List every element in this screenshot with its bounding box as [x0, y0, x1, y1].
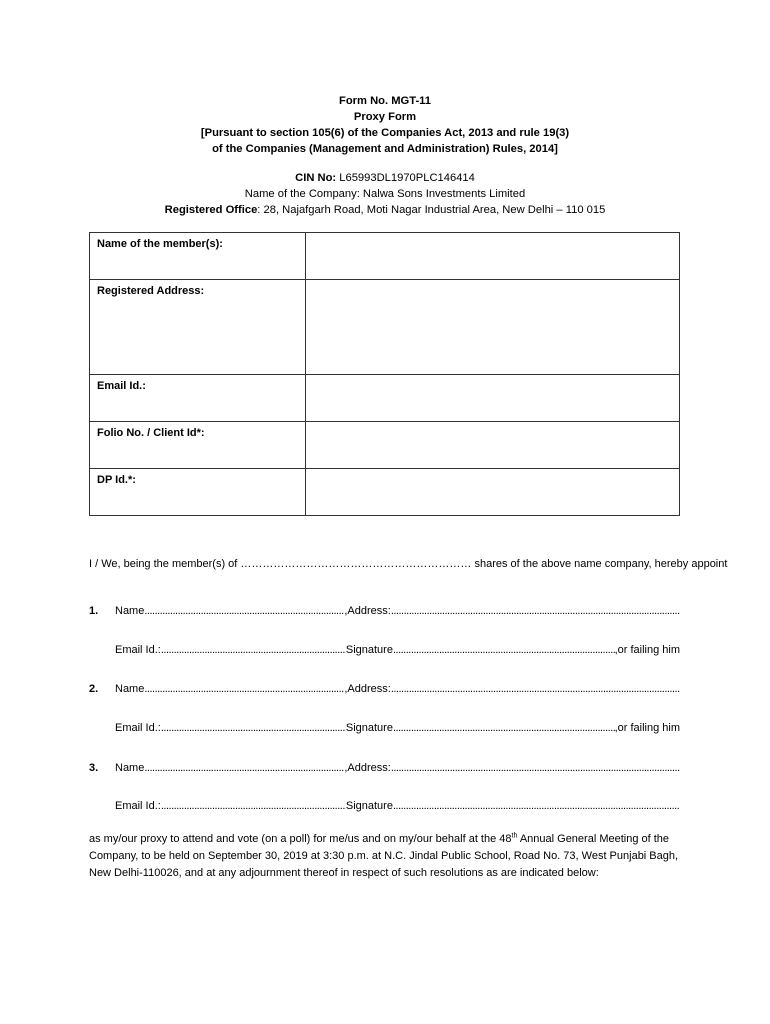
proxy-email-blank[interactable]: [161, 644, 346, 656]
proxy-address-blank[interactable]: [391, 605, 680, 617]
proxy-email-blank[interactable]: [161, 800, 346, 812]
email-field[interactable]: [306, 375, 680, 422]
proxy-failing-suffix: ,or failing him: [614, 644, 680, 656]
proxy-address-label: ,Address:: [344, 762, 391, 774]
proxy-address-blank[interactable]: [391, 683, 680, 695]
proxy-name-blank[interactable]: [144, 683, 344, 695]
office-label: Registered Office: [164, 204, 258, 216]
proxy-2-email-signature-line[interactable]: [115, 722, 680, 734]
proxy-signature-label: Signature: [345, 644, 393, 656]
form-title: Proxy Form: [353, 111, 417, 123]
registered-address-label: Registered Address:: [90, 280, 306, 375]
proxy-signature-blank[interactable]: [393, 800, 680, 812]
folio-client-id-field[interactable]: [306, 422, 680, 469]
proxy-1-email-signature-line[interactable]: [115, 644, 680, 656]
proxy-email-label: Email Id.:: [115, 800, 161, 812]
proxy-signature-blank[interactable]: [393, 644, 615, 656]
cin-line: [0, 170, 770, 186]
member-details-table: [89, 232, 680, 516]
pursuant-line-1: [Pursuant to section 105(6) of the Companies Act, 2013 and rule 19(3): [200, 127, 570, 139]
registered-address-field[interactable]: [306, 280, 680, 375]
proxy-3-number: 3.: [89, 762, 99, 774]
email-label: Email Id.:: [90, 375, 306, 422]
office-value: : 28, Najafgarh Road, Moti Nagar Industrial Area, New Delhi – 110 015: [257, 204, 606, 216]
table-row: [90, 469, 680, 516]
table-row: [90, 280, 680, 375]
proxy-signature-label: Signature: [345, 722, 393, 734]
proxy-name-label: Name: [115, 762, 145, 774]
proxy-address-label: ,Address:: [344, 605, 391, 617]
proxy-1-name-address-line[interactable]: [115, 605, 680, 617]
cin-value: L65993DL1970PLC146414: [339, 172, 475, 184]
dp-id-field[interactable]: [306, 469, 680, 516]
proxy-email-label: Email Id.:: [115, 722, 161, 734]
table-row: [90, 375, 680, 422]
proxy-email-label: Email Id.:: [115, 644, 161, 656]
cin-label: CIN No:: [295, 172, 337, 184]
proxy-name-label: Name: [115, 605, 145, 617]
proxy-3-name-address-line[interactable]: [115, 762, 680, 774]
proxy-1-number: 1.: [89, 605, 99, 617]
proxy-failing-suffix: ,or failing him: [614, 722, 680, 734]
ordinal-suffix: th: [511, 832, 518, 840]
company-name-line: Name of the Company: Nalwa Sons Investments Limited: [244, 188, 526, 200]
proxy-name-blank[interactable]: [144, 605, 344, 617]
member-name-field[interactable]: [306, 233, 680, 280]
paragraph-part-2: Annual General Meeting of the Company, to be held on September 30, 2019 at 3:30 p.m. at N.C. Jindal Public School, Road No. 73, West Punjabi Bagh, New Delhi-110026, and at any adjournment thereof in respect of such resolutions as are indicated below:: [89, 833, 679, 879]
proxy-address-blank[interactable]: [391, 762, 680, 774]
proxy-3-email-signature-line[interactable]: [115, 800, 680, 812]
table-row: [90, 233, 680, 280]
table-row: [90, 422, 680, 469]
proxy-address-label: ,Address:: [344, 683, 391, 695]
proxy-authorization-paragraph: [89, 831, 684, 882]
form-number: Form No. MGT-11: [339, 95, 431, 107]
proxy-name-label: Name: [115, 683, 145, 695]
proxy-2-name-address-line[interactable]: [115, 683, 680, 695]
appoint-statement: I / We, being the member(s) of ……………………………………………………… shares of the above name company, hereby appoint: [89, 558, 728, 570]
pursuant-line-2: of the Companies (Management and Administration) Rules, 2014]: [212, 143, 558, 155]
proxy-email-blank[interactable]: [161, 722, 346, 734]
registered-office-line: [0, 202, 770, 218]
member-name-label: Name of the member(s):: [90, 233, 306, 280]
proxy-signature-label: Signature: [345, 800, 393, 812]
paragraph-part-1: as my/our proxy to attend and vote (on a poll) for me/us and on my/our behalf at the 48: [89, 833, 512, 845]
folio-client-id-label: Folio No. / Client Id*:: [90, 422, 306, 469]
proxy-2-number: 2.: [89, 683, 99, 695]
dp-id-label: DP Id.*:: [90, 469, 306, 516]
proxy-name-blank[interactable]: [144, 762, 344, 774]
proxy-signature-blank[interactable]: [393, 722, 615, 734]
